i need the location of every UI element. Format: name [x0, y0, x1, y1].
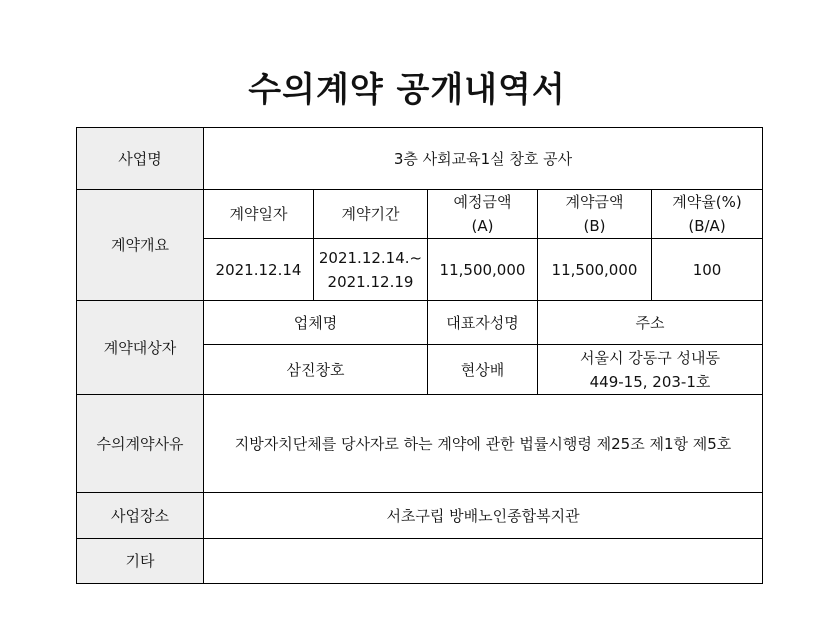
header-contract-amount: [538, 190, 652, 239]
header-contract-rate: [652, 190, 763, 239]
etc-label: 기타: [77, 539, 204, 584]
period-line1: 2021.12.14.~: [318, 248, 423, 267]
location-label: 사업장소: [77, 493, 204, 539]
project-value: 3층 사회교육1실 창호 공사: [204, 128, 763, 190]
header-representative: 대표자성명: [428, 301, 538, 345]
contractor-header-row: [77, 301, 763, 345]
estimated-label-line2: (A): [471, 217, 494, 235]
estimated-amount-value: 11,500,000: [428, 239, 538, 301]
estimated-label-line1: 예정금액: [453, 193, 512, 211]
company-value: 삼진창호: [204, 345, 428, 395]
contract-period-value: [314, 239, 428, 301]
header-contract-period: 계약기간: [314, 190, 428, 239]
etc-row: [77, 539, 763, 584]
rate-label-line1: 계약율(%): [672, 193, 742, 211]
summary-label: 계약개요: [77, 190, 204, 301]
contract-rate-value: 100: [652, 239, 763, 301]
contractor-label: 계약대상자: [77, 301, 204, 395]
location-row: [77, 493, 763, 539]
contract-amount-value: 11,500,000: [538, 239, 652, 301]
header-contract-date: 계약일자: [204, 190, 314, 239]
reason-row: [77, 395, 763, 493]
period-line2: 2021.12.19: [327, 272, 414, 291]
summary-header-row: [77, 190, 763, 239]
reason-value: 지방자치단체를 당사자로 하는 계약에 관한 법률시행령 제25조 제1항 제5호: [204, 395, 763, 493]
address-line1: 서울시 강동구 성내동: [580, 348, 720, 367]
project-row: [77, 128, 763, 190]
document-title: 수의계약 공개내역서: [248, 70, 566, 110]
location-value: 서초구립 방배노인종합복지관: [204, 493, 763, 539]
etc-value: [204, 539, 763, 584]
address-value: [538, 345, 763, 395]
disclosure-table: [76, 127, 763, 584]
reason-label: 수의계약사유: [77, 395, 204, 493]
header-company: 업체명: [204, 301, 428, 345]
header-address: 주소: [538, 301, 763, 345]
amount-label-line2: (B): [583, 217, 606, 235]
amount-label-line1: 계약금액: [565, 193, 624, 211]
rate-label-line2: (B/A): [688, 217, 726, 235]
header-estimated-amount: [428, 190, 538, 239]
contract-date-value: 2021.12.14: [204, 239, 314, 301]
address-line2: 449-15, 203-1호: [589, 372, 711, 391]
representative-value: 현상배: [428, 345, 538, 395]
project-label: 사업명: [77, 128, 204, 190]
